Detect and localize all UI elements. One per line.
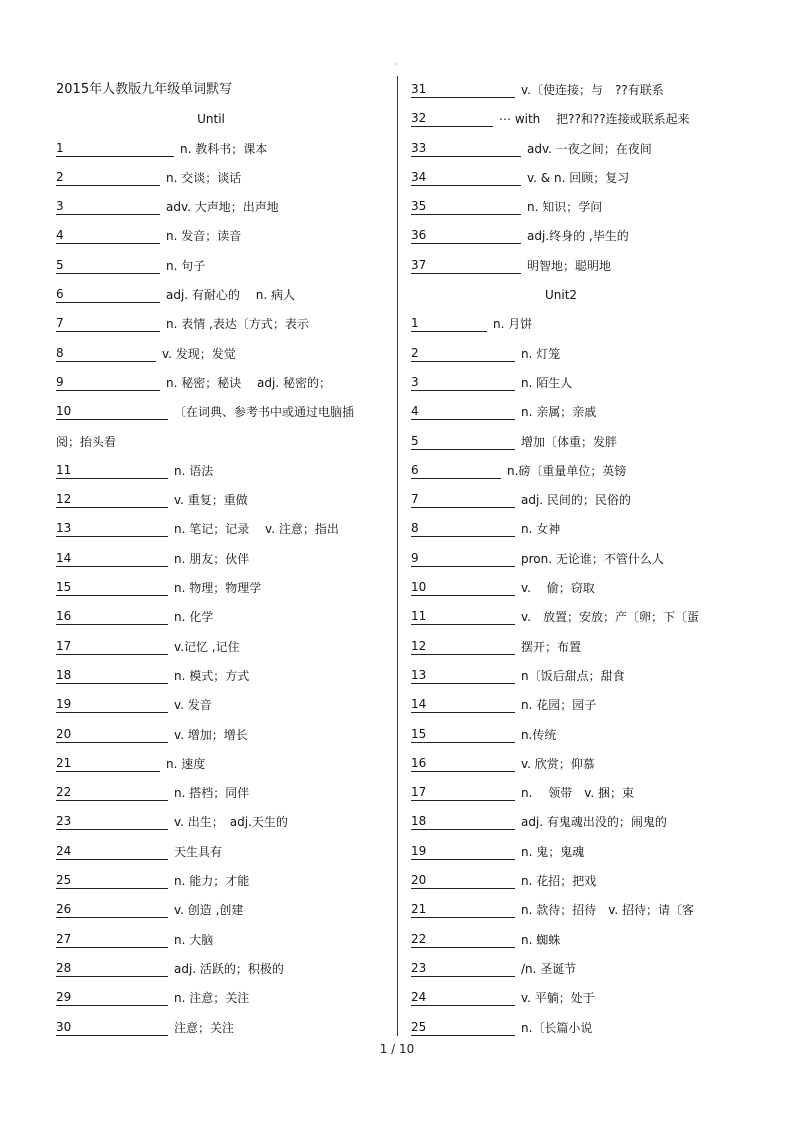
vocab-entry	[411, 197, 711, 226]
answer-blank[interactable]: 3	[56, 199, 160, 215]
definition: n. 款待；招待 v. 招待；请〔客	[521, 903, 695, 918]
answer-blank[interactable]: 37	[411, 258, 521, 274]
answer-blank[interactable]: 14	[56, 551, 168, 567]
vocab-entry	[411, 871, 711, 900]
answer-blank[interactable]: 24	[56, 844, 168, 860]
definition: 增加〔体重；发胖	[521, 434, 618, 449]
definition: n. 物理；物理学	[174, 581, 262, 596]
answer-blank[interactable]: 29	[56, 990, 168, 1006]
answer-blank[interactable]: 9	[411, 551, 515, 567]
vocab-entry	[56, 754, 366, 783]
definition: n.磅〔重量单位；英镑	[507, 463, 627, 478]
definition: v. 出生； adj.天生的	[174, 815, 288, 830]
vocab-entry	[411, 812, 711, 841]
definition: 〔在词典、参考书中或通过电脑插	[174, 405, 355, 420]
definition: n. 鬼；鬼魂	[521, 844, 585, 859]
answer-blank[interactable]: 19	[411, 844, 515, 860]
vocab-entry	[411, 549, 711, 578]
definition: n.〔长篇小说	[521, 1020, 593, 1035]
definition: v. & n. 回顾；复习	[527, 170, 630, 185]
vocab-entry	[56, 139, 366, 168]
answer-blank[interactable]: 33	[411, 141, 521, 157]
vocab-entry	[411, 783, 711, 812]
answer-blank[interactable]: 30	[56, 1020, 168, 1036]
answer-blank[interactable]: 7	[411, 492, 515, 508]
vocab-entry	[56, 373, 366, 402]
definition: adj. 活跃的；积极的	[174, 961, 284, 976]
vocab-entry	[411, 168, 711, 197]
vocab-entry	[56, 988, 366, 1017]
answer-blank[interactable]: 6	[411, 463, 501, 479]
definition: v. 偷；窃取	[521, 581, 595, 596]
definition: 摆开；布置	[521, 639, 582, 654]
definition: n. 知识；学问	[527, 200, 603, 215]
definition: n. 陌生人	[521, 375, 573, 390]
vocab-entry	[56, 578, 366, 607]
answer-blank[interactable]: 32	[411, 111, 493, 127]
definition: n. 领带 v. 捆；束	[521, 786, 635, 801]
answer-blank[interactable]: 31	[411, 82, 515, 98]
vocab-entry	[411, 754, 711, 783]
answer-blank[interactable]: 11	[411, 609, 515, 625]
definition: n. 交谈；谈话	[166, 170, 242, 185]
answer-blank[interactable]: 3	[411, 375, 515, 391]
answer-blank[interactable]: 18	[411, 814, 515, 830]
answer-blank[interactable]: 21	[56, 756, 160, 772]
definition: n〔饭后甜点；甜食	[521, 668, 625, 683]
vocab-entry	[411, 109, 711, 138]
vocab-entry	[411, 637, 711, 666]
definition: adj.终身的 ,毕生的	[527, 229, 629, 244]
vocab-entry	[56, 637, 366, 666]
vocab-entry	[56, 607, 366, 636]
vocab-entry	[56, 930, 366, 959]
definition: n. 表情 ,表达〔方式；表示	[166, 317, 309, 332]
definition: n.传统	[521, 727, 557, 742]
vocab-entry	[411, 842, 711, 871]
definition: n. 朋友；伙伴	[174, 551, 250, 566]
vocab-entry	[411, 666, 711, 695]
answer-blank[interactable]: 25	[56, 873, 168, 889]
definition: n. 笔记；记录 v. 注意；指出	[174, 522, 339, 537]
definition: adv. 一夜之间；在夜间	[527, 141, 652, 156]
answer-blank[interactable]: 23	[411, 961, 515, 977]
definition: v. 平躺；处于	[521, 991, 595, 1006]
vocab-entry	[56, 549, 366, 578]
answer-blank[interactable]: 2	[411, 346, 515, 362]
vocab-entry	[56, 197, 366, 226]
vocab-entry	[56, 666, 366, 695]
vocab-entry	[411, 461, 711, 490]
answer-blank[interactable]: 20	[56, 727, 168, 743]
answer-blank[interactable]: 15	[56, 580, 168, 596]
answer-blank[interactable]: 1	[56, 141, 174, 157]
answer-blank[interactable]: 15	[411, 727, 515, 743]
answer-blank[interactable]: 12	[56, 492, 168, 508]
answer-blank[interactable]: 16	[411, 756, 515, 772]
definition: n. 句子	[166, 258, 206, 273]
definition: n. 亲属；亲戚	[521, 405, 597, 420]
definition: n. 蜘蛛	[521, 932, 561, 947]
answer-blank[interactable]: 34	[411, 170, 521, 186]
vocab-entry	[411, 490, 711, 519]
definition: adj. 有鬼魂出没的；闹鬼的	[521, 815, 667, 830]
left-column	[56, 80, 366, 1047]
definition: n. 能力；才能	[174, 874, 250, 889]
vocab-entry	[56, 842, 366, 871]
definition: adv. 大声地；出声地	[166, 200, 279, 215]
vocab-entry	[411, 373, 711, 402]
answer-blank[interactable]: 11	[56, 463, 168, 479]
vocab-entry	[56, 900, 366, 929]
definition: n. 教科书；课本	[180, 141, 268, 156]
definition: v. 发音	[174, 698, 212, 713]
definition: n. 月饼	[493, 317, 533, 332]
vocab-entry	[56, 812, 366, 841]
vocab-entry	[411, 80, 711, 109]
vocab-entry	[56, 285, 366, 314]
vocab-entry	[411, 226, 711, 255]
vocab-entry	[56, 871, 366, 900]
vocab-entry	[56, 168, 366, 197]
entry-continuation: 阅；抬头看	[56, 434, 117, 449]
answer-blank[interactable]: 25	[411, 1020, 515, 1036]
answer-blank[interactable]: 35	[411, 199, 521, 215]
vocab-entry	[411, 314, 711, 343]
answer-blank[interactable]: 22	[56, 785, 168, 801]
answer-blank[interactable]: 14	[411, 697, 515, 713]
answer-blank[interactable]: 8	[411, 521, 515, 537]
answer-blank[interactable]: 4	[411, 404, 515, 420]
answer-blank[interactable]: 10	[56, 404, 168, 420]
definition: n. 搭档；同伴	[174, 786, 250, 801]
answer-blank[interactable]: 4	[56, 228, 160, 244]
definition: v. 增加；增长	[174, 727, 248, 742]
vocab-entry	[56, 256, 366, 285]
vocab-entry	[56, 344, 366, 373]
answer-blank[interactable]: 6	[56, 287, 160, 303]
vocab-entry	[411, 930, 711, 959]
vocab-entry	[411, 725, 711, 754]
vocab-entry	[411, 695, 711, 724]
vocab-entry	[56, 461, 366, 490]
definition: n. 注意；关注	[174, 991, 250, 1006]
definition: /n. 圣诞节	[521, 961, 577, 976]
vocab-entry	[411, 402, 711, 431]
answer-blank[interactable]: 13	[56, 521, 168, 537]
answer-blank[interactable]: 36	[411, 228, 521, 244]
answer-blank[interactable]: 26	[56, 902, 168, 918]
vocab-entry	[411, 139, 711, 168]
vocab-entry	[56, 519, 366, 548]
column-divider	[397, 76, 398, 1036]
answer-blank[interactable]: 7	[56, 316, 160, 332]
answer-blank[interactable]: 27	[56, 932, 168, 948]
answer-blank[interactable]: 19	[56, 697, 168, 713]
answer-blank[interactable]: 12	[411, 639, 515, 655]
answer-blank[interactable]: 17	[411, 785, 515, 801]
vocab-entry	[56, 695, 366, 724]
definition: v. 重复；重做	[174, 493, 248, 508]
answer-blank[interactable]: 8	[56, 346, 156, 362]
vocab-entry	[56, 402, 366, 431]
page-number: 1 / 10	[379, 1042, 415, 1056]
answer-blank[interactable]: 20	[411, 873, 515, 889]
definition: 天生具有	[174, 844, 223, 859]
definition: n. 女神	[521, 522, 561, 537]
definition: pron. 无论谁；不管什么人	[521, 551, 664, 566]
definition: adj. 民间的；民俗的	[521, 493, 631, 508]
vocab-entry	[411, 607, 711, 636]
answer-blank[interactable]: 5	[411, 434, 515, 450]
page-mark: ·	[395, 60, 398, 69]
vocab-entry	[411, 988, 711, 1017]
vocab-entry	[411, 519, 711, 548]
definition: adj. 有耐心的 n. 病人	[166, 288, 295, 303]
vocab-entry	[56, 226, 366, 255]
definition: n. 秘密；秘诀 adj. 秘密的；	[166, 375, 331, 390]
vocab-entry	[411, 432, 711, 461]
definition: n. 模式；方式	[174, 668, 250, 683]
definition: 注意；关注	[174, 1020, 235, 1035]
definition: v. 放置；安放；产〔卵；下〔蛋	[521, 610, 699, 625]
answer-blank[interactable]: 5	[56, 258, 160, 274]
answer-blank[interactable]: 2	[56, 170, 160, 186]
answer-blank[interactable]: 9	[56, 375, 160, 391]
definition: n. 速度	[166, 756, 206, 771]
unit1-heading: Until	[197, 112, 225, 127]
vocab-entry	[56, 725, 366, 754]
vocab-entry	[56, 959, 366, 988]
answer-blank[interactable]: 10	[411, 580, 515, 596]
definition: v. 欣赏；仰慕	[521, 756, 595, 771]
definition: v.〔使连接；与 ??有联系	[521, 83, 664, 97]
definition: n. 化学	[174, 610, 214, 625]
answer-blank[interactable]: 28	[56, 961, 168, 977]
definition: v. 发现；发觉	[162, 346, 236, 361]
answer-blank[interactable]: 21	[411, 902, 515, 918]
vocab-entry	[411, 959, 711, 988]
vocab-entry	[411, 344, 711, 373]
definition: n. 花园；园子	[521, 698, 597, 713]
page-title: 2015年人教版九年级单词默写	[56, 82, 233, 97]
definition: n. 花招；把戏	[521, 874, 597, 889]
answer-blank[interactable]: 23	[56, 814, 168, 830]
answer-blank[interactable]: 22	[411, 932, 515, 948]
answer-blank[interactable]: 1	[411, 316, 487, 332]
vocab-entry	[56, 783, 366, 812]
vocab-entry	[411, 900, 711, 929]
answer-blank[interactable]: 13	[411, 668, 515, 684]
answer-blank[interactable]: 17	[56, 639, 168, 655]
answer-blank[interactable]: 24	[411, 990, 515, 1006]
definition: v. 创造 ,创建	[174, 903, 244, 918]
vocab-entry	[411, 256, 711, 285]
definition: n. 大脑	[174, 932, 214, 947]
definition: n. 灯笼	[521, 346, 561, 361]
vocab-entry	[411, 578, 711, 607]
definition: v.记忆 ,记住	[174, 639, 240, 654]
definition: n. 语法	[174, 463, 214, 478]
definition: ⋯ with 把??和??连接或联系起来	[499, 112, 690, 127]
right-column	[411, 80, 711, 1047]
answer-blank[interactable]: 18	[56, 668, 168, 684]
vocab-entry	[56, 490, 366, 519]
answer-blank[interactable]: 16	[56, 609, 168, 625]
unit2-heading: Unit2	[544, 288, 578, 303]
definition: 明智地；聪明地	[527, 258, 612, 273]
vocab-entry	[56, 314, 366, 343]
definition: n. 发音；读音	[166, 229, 242, 244]
